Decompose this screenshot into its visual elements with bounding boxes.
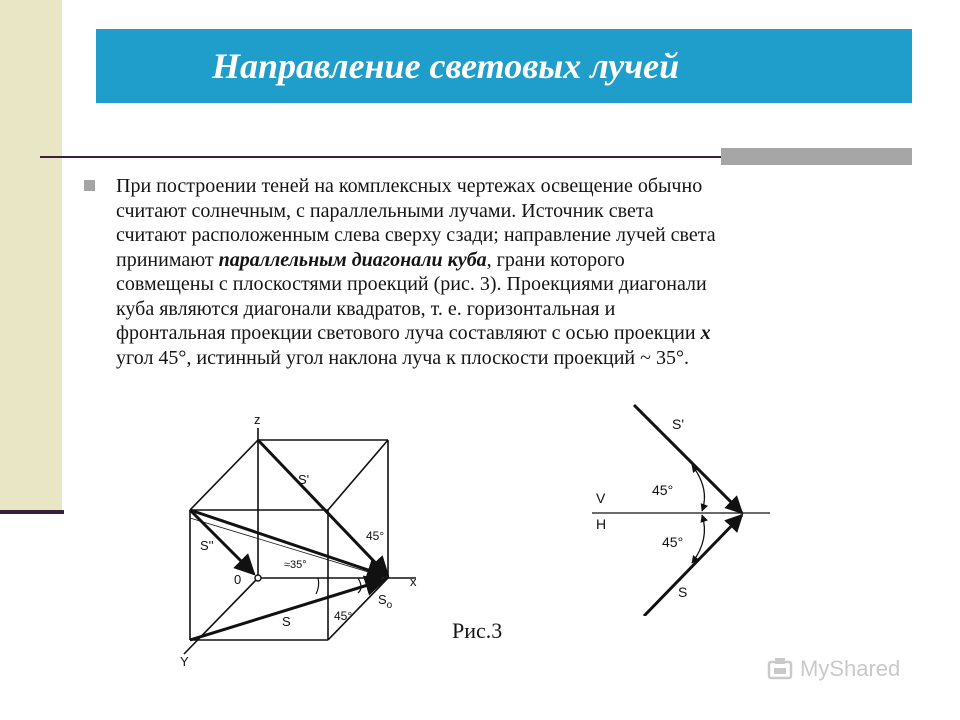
cube-light-ray-figure <box>178 388 420 720</box>
emphasis-text: x <box>700 322 711 344</box>
paragraph-line <box>116 248 916 273</box>
left-decor-line <box>0 510 64 514</box>
label-s-double-prime: S'' <box>200 538 214 553</box>
slide-title: Направление световых лучей <box>212 46 680 86</box>
paragraph-line: При построении теней на комплексных чертежах освещение обычно <box>116 175 703 197</box>
paragraph-text: принимают <box>116 248 219 271</box>
paragraph-line: куба являются диагонали квадратов, т. е. горизонтальная и <box>116 297 616 320</box>
header-rule-accent <box>721 148 912 165</box>
paragraph-text: , грани которого <box>486 248 625 271</box>
paragraph-line: считают солнечным, с параллельными лучами. Источник света <box>116 199 654 222</box>
label-s0-sub: o <box>386 600 393 611</box>
label-s-vh: S <box>678 584 688 600</box>
bullet-square-icon <box>84 180 95 191</box>
vh-projection-figure <box>592 403 770 616</box>
paragraph-line: считают расположенным слева сверху сзади; направление лучей света <box>116 224 716 246</box>
label-angle-bottom-vh: 45° <box>662 534 684 550</box>
paragraph-line <box>116 321 916 346</box>
label-o: 0 <box>234 572 242 587</box>
label-angle-45-top: 45° <box>366 529 385 543</box>
watermark <box>766 656 900 682</box>
watermark-text: MyShared <box>800 656 901 681</box>
label-s-prime-vh: S' <box>672 416 685 432</box>
figure-caption: Рис.3 <box>452 618 503 643</box>
label-angle-top-vh: 45° <box>652 482 674 498</box>
left-decor-bar <box>0 0 62 512</box>
label-h: H <box>596 516 607 532</box>
label-x: x <box>410 574 417 589</box>
title-banner <box>96 29 912 103</box>
label-s0-main: S <box>378 592 387 607</box>
mortarboard-icon <box>766 656 796 682</box>
origin-point <box>255 575 261 581</box>
label-angle-35: ≈35° <box>284 559 307 571</box>
label-z: z <box>254 412 261 427</box>
label-s: S <box>282 614 291 629</box>
label-s-prime: S' <box>298 472 310 487</box>
paragraph-line: угол 45°, истинный угол наклона луча к плоскости проекций ~ 35°. <box>116 346 689 369</box>
emphasis-text: параллельным диагонали куба <box>218 248 487 271</box>
paragraph-text: фронтальная проекции светового луча составляют с осью проекции <box>116 322 701 344</box>
label-v: V <box>596 490 606 506</box>
paragraph-line: совмещены с плоскостями проекций (рис. 3). Проекциями диагонали <box>116 273 707 295</box>
label-angle-45-bottom: 45° <box>334 609 353 623</box>
label-y: Y <box>180 654 189 669</box>
body-paragraph <box>116 174 916 370</box>
